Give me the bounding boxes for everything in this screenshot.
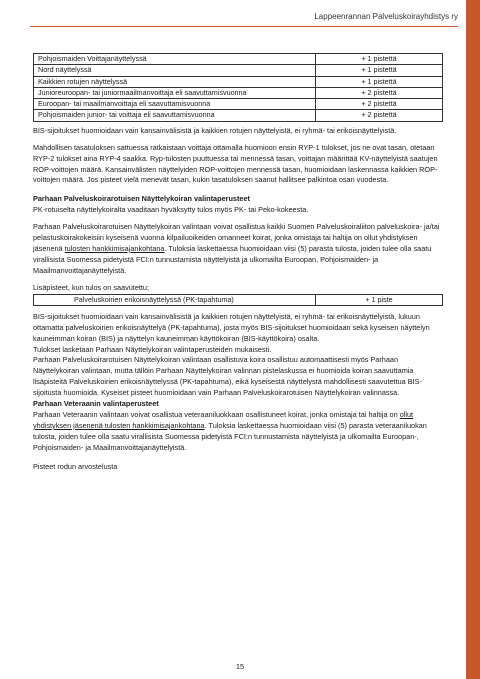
table-cell-label: Kaikkien rotujen näyttelyssä: [34, 76, 316, 87]
page-content: [33, 53, 443, 473]
calculation-paragraph: Tulokset lasketaan Parhaan Näyttelykoiran valintaperusteiden mukaisesti.: [33, 344, 272, 354]
section-heading-working-breed: Parhaan Palveluskoirarotuisen Näyttelykoiran valintaperusteet: [33, 194, 250, 204]
table-cell-points: + 2 pistettä: [316, 99, 443, 110]
table-cell-points: + 1 pistettä: [316, 65, 443, 76]
table-cell-label: Junioreuroopan- tai juniormaailmanvoittaja eli saavuttamisvuonna: [34, 87, 316, 98]
table-cell-label: Pohjoismaiden junior- tai voittaja eli saavuttamisvuonna: [34, 110, 316, 121]
breed-judging-note: Pisteet rodun arvostelusta: [33, 461, 118, 471]
page-header: Lappeenrannan Palveluskoirayhdistys ry: [314, 12, 458, 21]
bis-note-paragraph: BIS-sijoitukset huomioidaan vain kansainvälisistä ja kaikkien rotujen näyttelyistä, ei ryhmä- tai erikoisnäyttelyistä.: [33, 125, 397, 135]
table-row: [34, 294, 443, 305]
table-row: [34, 54, 443, 65]
table-row: [34, 76, 443, 87]
header-rule: [30, 26, 458, 27]
accent-side-band: [466, 0, 480, 679]
participation-paragraph: Parhaan Palveluskoirarotuisen Näyttelykoiran valintaan osallistuva koira osallistuu automaattisesti myös Parhaan Näyttelykoiran valintaan, mutta tällöin Parhaan Näyttelykoiran valinnan pistelaskussa ei huomioida koiran saavuttamia lisäpisteitä Palveluskoirien erikoisnäyttelyssä (PK-tapahtuma), eikä kyseisestä näyttelystä mahdollisesti saavutettua BIS-sijoitusta huomioida. Kyseiset pisteet huomioidaan vain Parhaan Palveluskoirarotuisen Näyttelykoiran valinnassa.: [33, 355, 422, 398]
membership-link-text: ollut yhdistyksen jäsenenä tulosten hankkimisajankohtana: [33, 410, 414, 430]
table-cell-points: + 1 pistettä: [316, 54, 443, 65]
extra-points-label: Lisäpisteet, kun tulos on saavutettu;: [33, 282, 150, 292]
section-heading-veteran: Parhaan Veteraanin valintaperusteet: [33, 399, 159, 409]
page-number: 15: [235, 662, 245, 671]
veteran-body: Parhaan Veteraanin valintaan voivat osallistua veteraaniluokkaan osallistuneet koirat, jonka omistaja tai haltija on ollut yhdistyksen jäsenenä tulosten hankkimisajankohtana. Tuloksia laskettaessa huomioidaan viisi (5) parasta veteraaniluokan tulosta, joiden tulee olla saatu virallisista Suomessa pidetyistä FCI:n tunnustamista näyttelyistä ja ulkomailta Euroopan-, Pohjoismaiden- ja Maailmanvoittajanäyttelyistä.: [33, 410, 427, 452]
table-cell-label: Pohjoismaiden Voittajanäyttelyssä: [34, 54, 316, 65]
table-cell-label: Nord näyttelyssä: [34, 65, 316, 76]
table-cell-points: + 1 pistettä: [316, 76, 443, 87]
table-cell-label: Palveluskoirien erikoisnäyttelyssä (PK-tapahtuma): [34, 294, 316, 305]
table-row: [34, 99, 443, 110]
table-row: [34, 65, 443, 76]
table-cell-points: + 2 pistettä: [316, 87, 443, 98]
points-table: [33, 53, 443, 122]
bis-pk-paragraph: BIS-sijoitukset huomioidaan vain kansainvälisistä ja kaikkien rotujen näyttelyistä, ei ryhmä- tai erikoisnäyttelyistä, lukuun ottamatta palveluskoirien erikoisnäyttelyä (PK-tapahtuma), josta myös BIS-sijoitukset huomioidaan sekä kyseisen näyttelyn kauneimman koiran (BIS) ja näyttelyn kauneimman käyttökoiran (BIS-käyttökoira) osalta.: [33, 311, 430, 343]
extra-points-table: [33, 294, 443, 306]
working-breed-intro: PK-rotuiselta näyttelykoiralta vaaditaan hyväksytty tulos myös PK- tai Peko-kokeesta.: [33, 205, 309, 215]
membership-link-text: tulosten hankkimisajankohtana: [64, 243, 165, 253]
table-cell-points: + 2 pistettä: [316, 110, 443, 121]
table-cell-label: Euroopan- tai maailmanvoittaja eli saavuttamisvuonna: [34, 99, 316, 110]
tiebreak-paragraph: Mahdollisen tasatuloksen sattuessa ratkaistaan voittaja ottamalla huomioon ensin RYP-1 tulokset, jos ne ovat tasan, otetaan RYP-2 tulokset aina RYP-4 saakka. Ryp-tulosten puuttuessa tai mennessä tasan, voittajan määrittää KV-näyttelyistä saatujen ROP-voittojen määrä. Kansainvälisten näyttelyiden ROP-voittojen mennessä tasan, huomioidaan laskennassa kaikkien ROP-voittojen määrä. Jos pisteet vielä menevät tasan, kukin tasatuloksen saanut hallitsee palkintoa osan vuodesta.: [33, 142, 438, 185]
table-row: [34, 87, 443, 98]
table-row: [34, 110, 443, 121]
table-cell-points: + 1 piste: [316, 294, 443, 305]
working-breed-body: Parhaan Palveluskoirarotuisen Näyttelykoiran valintaan voivat osallistua kaikki Suomen Palveluskoiraliiton palveluskoira- ja/tai pelastuskoirakokeisiin kyseisenä vuonna kilpailuoikeiden omanneet koirat, jonka omistaja tai haltija on ollut yhdistyksen jäsenenä tulosten hankkimisajankohtana. Tuloksia laskettaessa huomioidaan viisi (5) parasta tulosta, joiden tulee olla saatu virallisista Suomessa pidetyistä FCI:n tunnustamista näyttelyistä ja ulkomailta Euroopan, Pohjoismaiden- ja Maailmanvoittajanäyttelyistä.: [33, 222, 440, 275]
